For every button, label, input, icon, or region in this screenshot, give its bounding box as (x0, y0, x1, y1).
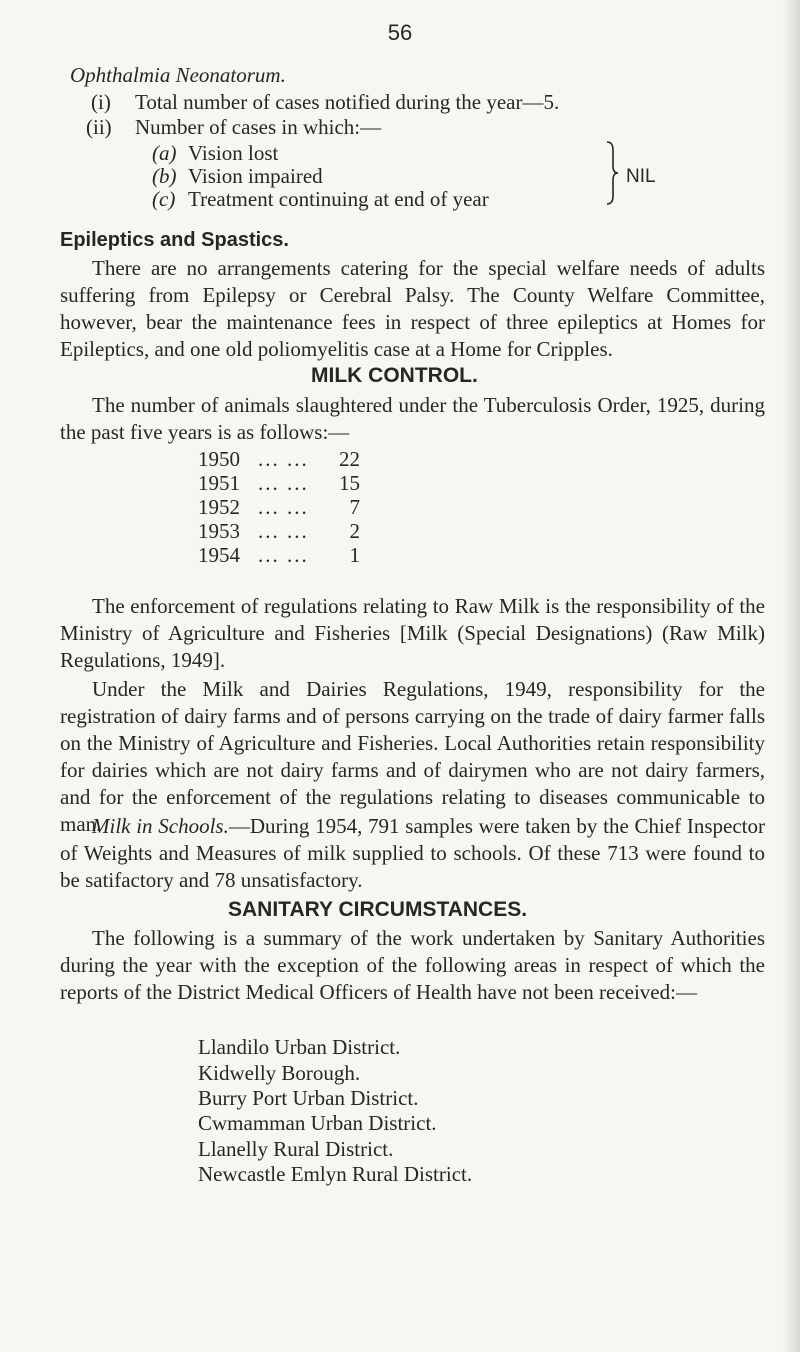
table-leader: ... ... (258, 447, 309, 471)
sub-item-letter: (b) (152, 164, 177, 188)
table-leader: ... ... (258, 471, 309, 495)
table-year: 1951 (198, 471, 240, 495)
sub-item-text: Vision lost (188, 141, 279, 165)
raw-milk-paragraph (60, 593, 765, 674)
nil-label: NIL (626, 166, 656, 187)
schools-label: Milk in Schools. (92, 814, 229, 838)
table-value: 2 (349, 519, 360, 543)
table-value: 22 (339, 447, 360, 471)
table-year: 1953 (198, 519, 240, 543)
table-value: 7 (349, 495, 360, 519)
sanitary-intro-paragraph (60, 925, 765, 1006)
sub-item-text: Treatment continuing at end of year (188, 187, 489, 211)
schools-paragraph (60, 813, 765, 894)
list-item: Llandilo Urban District. (198, 1035, 401, 1059)
item-text: Number of cases in which:— (135, 115, 382, 139)
item-number: (i) (91, 90, 111, 114)
paragraph-text: Under the Milk and Dairies Regulations, 1949, responsibility for the registration of dairy farms and of persons carrying on the trade of dairy farmer falls on the Ministry of Agriculture and Fisheries. Local Authorities retain responsibility for dairies which are not dairy farms and of dairymen who are not dairy farmers, and for the enforcement of the regulations relating to diseases communicable to man. (60, 677, 765, 836)
table-leader: ... ... (258, 543, 309, 567)
list-item: Burry Port Urban District. (198, 1086, 419, 1110)
epileptics-heading: Epileptics and Spastics. (60, 229, 289, 251)
paragraph-text: —During 1954, 791 samples were taken by the Chief Inspector of Weights and Measures of milk supplied to schools. Of these 713 were found to be satifactory and 78 unsatisfactory. (60, 814, 765, 892)
sanitary-heading: SANITARY CIRCUMSTANCES. (228, 898, 528, 921)
right-brace-icon (604, 140, 620, 206)
list-item: Llanelly Rural District. (198, 1137, 394, 1161)
milk-control-heading: MILK CONTROL. (311, 364, 478, 387)
table-year: 1954 (198, 543, 240, 567)
epileptics-paragraph (60, 255, 765, 363)
paragraph-text: The enforcement of regulations relating to Raw Milk is the responsibility of the Ministry of Agriculture and Fisheries [Milk (Special Designations) (Raw Milk) Regulations, 1949]. (60, 594, 765, 672)
ophthalmia-title: Ophthalmia Neonatorum. (70, 63, 286, 87)
list-item: Cwmamman Urban District. (198, 1111, 437, 1135)
item-number: (ii) (86, 115, 112, 139)
list-item: Kidwelly Borough. (198, 1061, 361, 1085)
table-year: 1950 (198, 447, 240, 471)
milk-intro-paragraph (60, 392, 765, 446)
sub-item-text: Vision impaired (188, 164, 323, 188)
list-item: Newcastle Emlyn Rural District. (198, 1162, 473, 1186)
paragraph-text: The number of animals slaughtered under the Tuberculosis Order, 1925, during the past five years is as follows:— (60, 393, 765, 444)
table-leader: ... ... (258, 519, 309, 543)
table-value: 15 (339, 471, 360, 495)
table-year: 1952 (198, 495, 240, 519)
table-leader: ... ... (258, 495, 309, 519)
page-number: 56 (387, 20, 413, 45)
sub-item-letter: (c) (152, 187, 176, 211)
sub-item-letter: (a) (152, 141, 177, 165)
table-value: 1 (349, 543, 360, 567)
paragraph-text: There are no arrangements catering for the special welfare needs of adults suffering from Epilepsy or Cerebral Palsy. The County Welfare Committee, however, bear the maintenance fees in respect of three epileptics at Homes for Epileptics, and one old poliomyelitis case at a Home for Cripples. (60, 256, 765, 361)
paragraph-text: The following is a summary of the work undertaken by Sanitary Authorities during the year with the exception of the following areas in respect of which the reports of the District Medical Officers of Health have not been received:— (60, 926, 765, 1004)
page-edge-shadow (782, 0, 800, 1352)
item-text: Total number of cases notified during the year—5. (135, 90, 560, 114)
